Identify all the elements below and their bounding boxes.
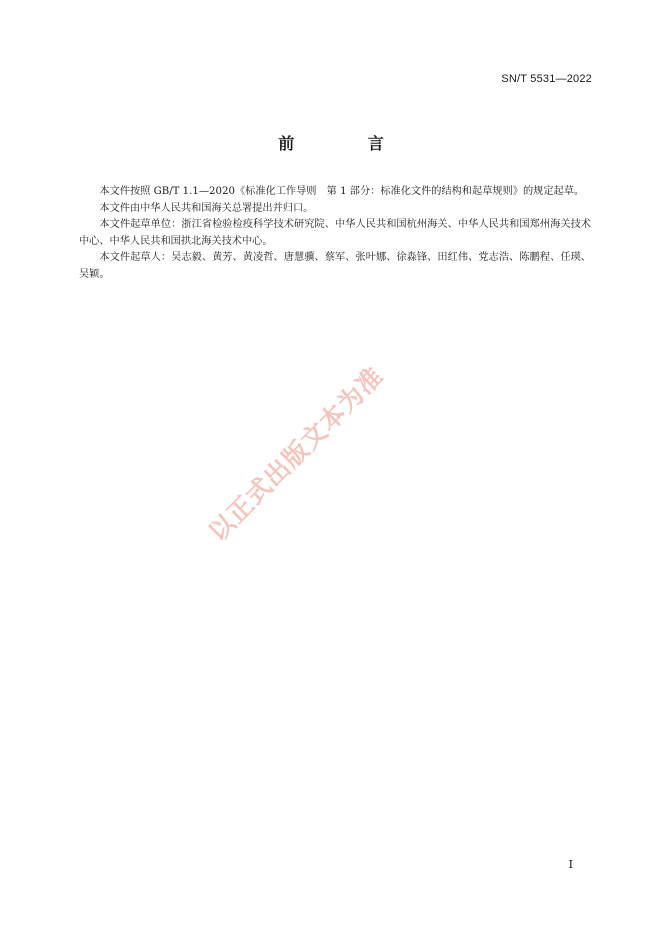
paragraph-drafting-units: 本文件起草单位：浙江省检验检疫科学技术研究院、中华人民共和国杭州海关、中华人民共和国郑州海关技术中心、中华人民共和国拱北海关技术中心。 bbox=[79, 219, 591, 247]
paragraph-drafting-basis: 本文件按照 GB/T 1.1—2020《标准化工作导则 第 1 部分：标准化文件的结构和起草规则》的规定起草。 bbox=[99, 186, 585, 197]
paragraph-drafters: 本文件起草人：吴志毅、黄芳、黄凌哲、唐慧骥、蔡军、张叶娜、徐淼锋、田红伟、党志浩、陈鹏程、任瑛、吴颖。 bbox=[79, 252, 591, 280]
page-title: 前 言 bbox=[278, 134, 418, 153]
standard-number: SN/T 5531—2022 bbox=[501, 73, 592, 85]
watermark-stamp: 以正式出版文本为准 bbox=[203, 361, 390, 548]
page-number: I bbox=[568, 858, 573, 871]
paragraph-proposer: 本文件由中华人民共和国海关总署提出并归口。 bbox=[99, 202, 314, 214]
foreword-body bbox=[79, 184, 591, 283]
